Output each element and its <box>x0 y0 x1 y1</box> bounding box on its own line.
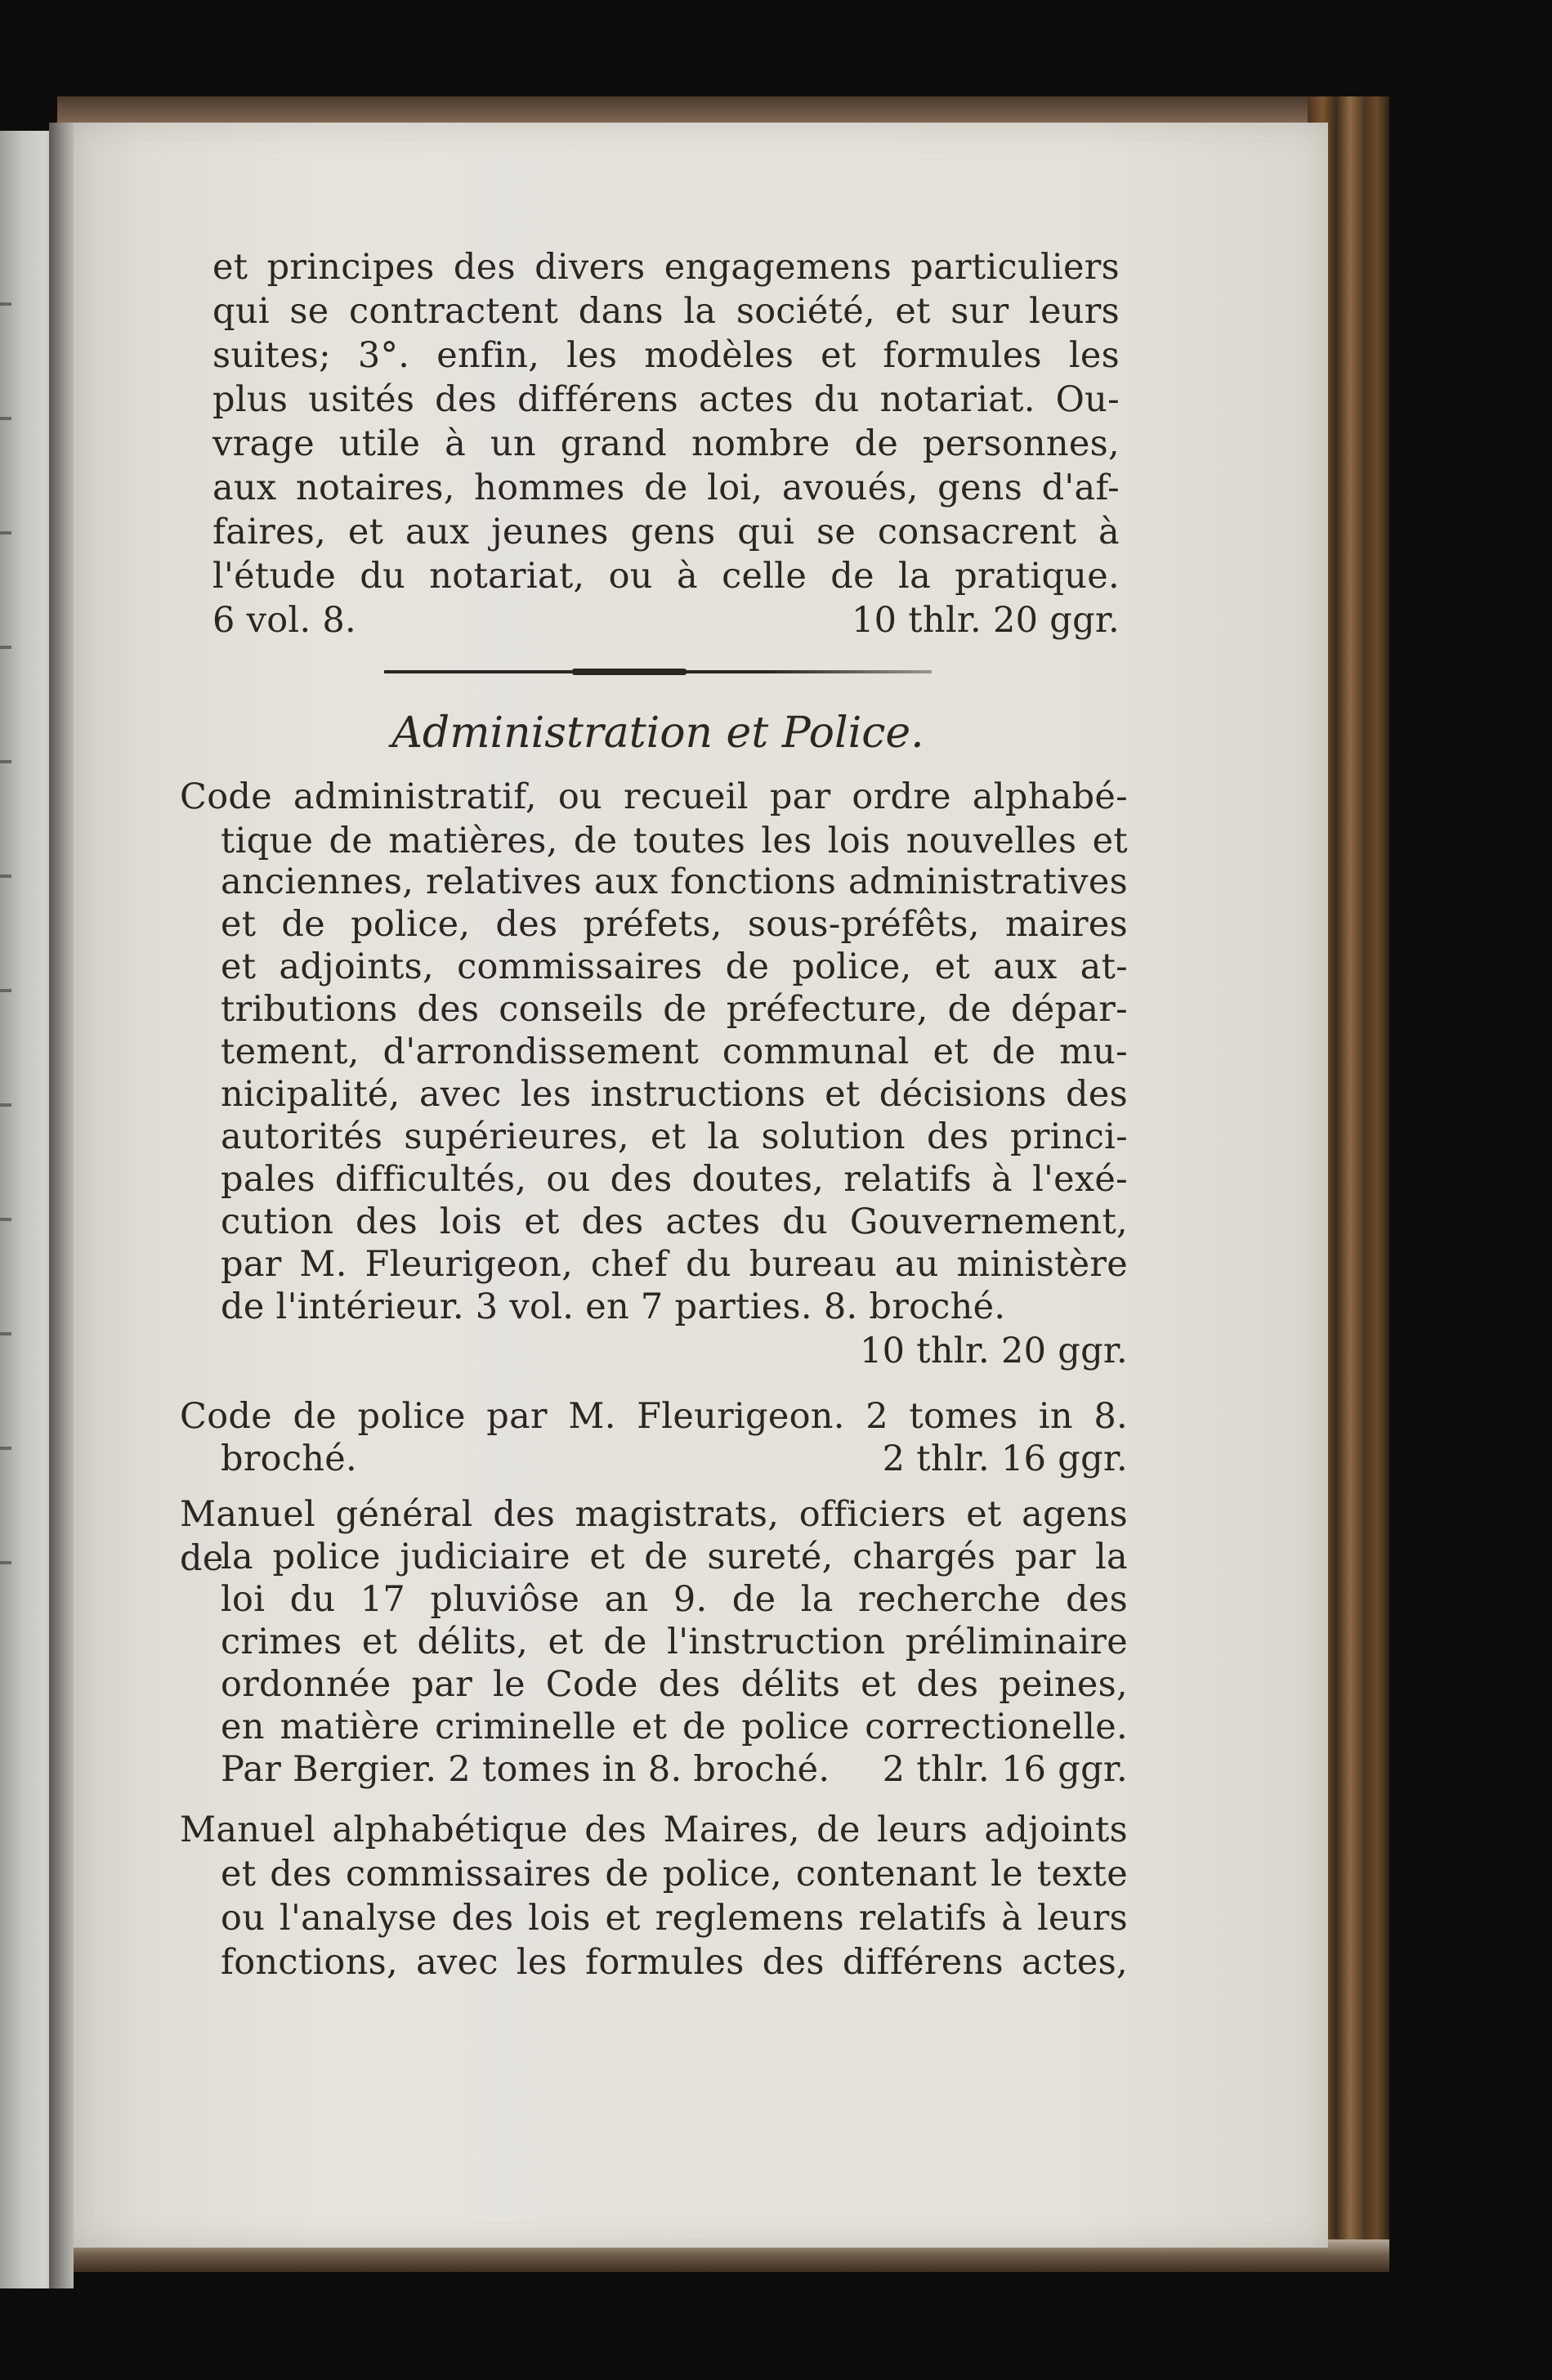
entry-line: et adjoints, commissaires de police, et aux at- <box>221 946 1128 987</box>
entry-line: Manuel alphabétique des Maires, de leurs adjoints <box>180 1810 1128 1850</box>
entry-last-line: broché. <box>221 1438 357 1479</box>
entry-line: tement, d'arrondissement communal et de mu- <box>221 1031 1128 1072</box>
facing-page-marks <box>0 245 11 1635</box>
continuation-line: et principes des divers engagemens particuliers <box>212 247 1120 288</box>
entry-line: anciennes, relatives aux fonctions administratives <box>221 861 1128 902</box>
entry-line: Manuel général des magistrats, officiers et agens de <box>180 1494 1128 1579</box>
entry-line: ou l'analyse des lois et reglemens relatifs à leurs <box>221 1898 1128 1939</box>
entry-line: tributions des conseils de préfecture, de dépar- <box>221 989 1128 1030</box>
continuation-line: plus usités des différens actes du notariat. Ou- <box>212 379 1120 420</box>
entry-line: ordonnée par le Code des délits et des peines, <box>221 1664 1128 1705</box>
continuation-line: l'étude du notariat, ou à celle de la pratique. <box>212 556 1120 597</box>
entry-price: 2 thlr. 16 ggr. <box>882 1749 1128 1790</box>
section-divider-swell <box>572 669 687 675</box>
entry-line: en matière criminelle et de police correctionelle. <box>221 1707 1128 1747</box>
book-gutter <box>49 123 74 2288</box>
entry-price: 10 thlr. 20 ggr. <box>859 1331 1128 1371</box>
entry-line: fonctions, avec les formules des différens actes, <box>221 1942 1128 1983</box>
entry-line: par M. Fleurigeon, chef du bureau au ministère <box>221 1244 1128 1285</box>
entry-line: crimes et délits, et de l'instruction préliminaire <box>221 1622 1128 1662</box>
entry-price: 2 thlr. 16 ggr. <box>882 1438 1128 1479</box>
section-heading: Administration et Police. <box>391 709 924 758</box>
continuation-line: aux notaires, hommes de loi, avoués, gens d'af- <box>212 468 1120 508</box>
entry-line: loi du 17 pluviôse an 9. de la recherche des <box>221 1579 1128 1620</box>
entry-line: et des commissaires de police, contenant le texte <box>221 1854 1128 1895</box>
entry-line: cution des lois et des actes du Gouvernement, <box>221 1201 1128 1242</box>
entry-last-line: Par Bergier. 2 tomes in 8. broché. <box>221 1749 830 1790</box>
entry-line: Code de police par M. Fleurigeon. 2 tomes in 8. <box>180 1396 1128 1437</box>
entry-line: tique de matières, de toutes les lois nouvelles et <box>221 821 1128 861</box>
entry-line: de l'intérieur. 3 vol. en 7 parties. 8. broché. <box>221 1286 1006 1327</box>
continuation-line: qui se contractent dans la société, et sur leurs <box>212 291 1120 332</box>
entry-line: autorités supérieures, et la solution des princi- <box>221 1116 1128 1157</box>
continuation-line: faires, et aux jeunes gens qui se consacrent à <box>212 512 1120 552</box>
entry-line: pales difficultés, ou des doutes, relatifs à l'exé- <box>221 1159 1128 1200</box>
continuation-price: 10 thlr. 20 ggr. <box>851 600 1120 641</box>
continuation-line: vrage utile à un grand nombre de personnes, <box>212 423 1120 464</box>
entry-line: Code administratif, ou recueil par ordre alphabé- <box>180 776 1128 817</box>
entry-line: la police judiciaire et de sureté, chargés par la <box>221 1537 1128 1577</box>
entry-line: et de police, des préfets, sous-préfêts, maires <box>221 904 1128 945</box>
continuation-format: 6 vol. 8. <box>212 600 357 641</box>
continuation-line: suites; 3°. enfin, les modèles et formules les <box>212 335 1120 376</box>
entry-line: nicipalité, avec les instructions et décisions des <box>221 1074 1128 1115</box>
